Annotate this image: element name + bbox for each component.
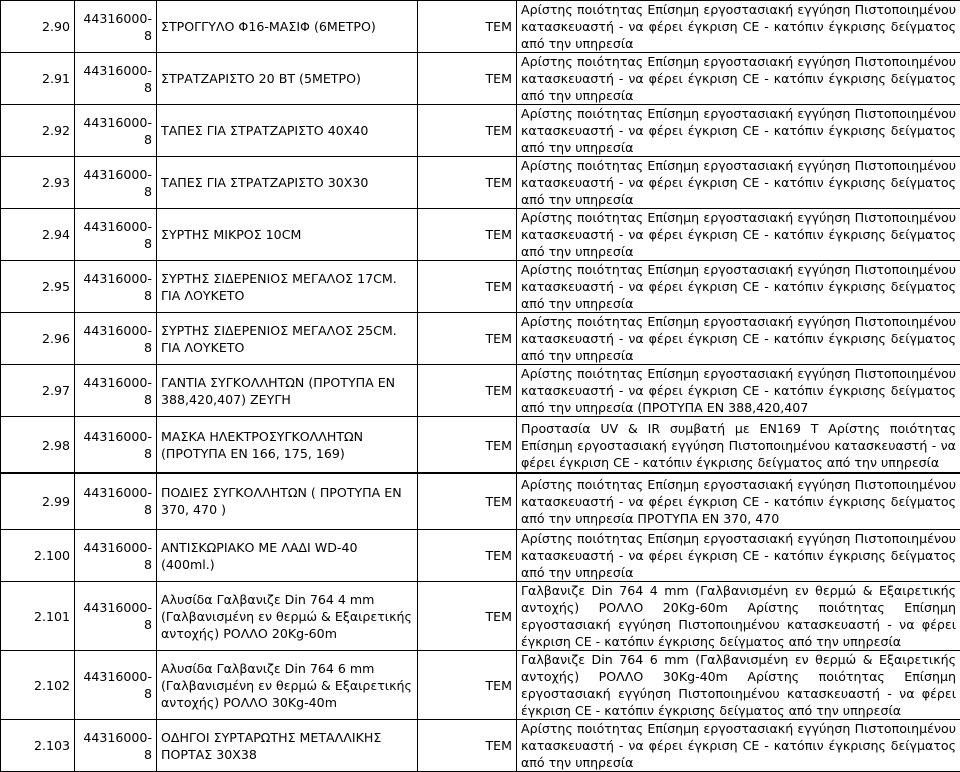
description-cell: ΣΥΡΤΗΣ ΣΙΔΕΡΕΝΙΟΣ ΜΕΓΑΛΟΣ 25CM. ΓΙΑ ΛΟΥΚΕΤΟ: [157, 313, 418, 365]
cpv-code-cell: 44316000-8: [75, 651, 157, 720]
unit-cell: ΤΕΜ: [418, 209, 517, 261]
cpv-code-cell: 44316000-8: [75, 1, 157, 53]
unit-cell: ΤΕΜ: [418, 157, 517, 209]
cpv-code-cell: 44316000-8: [75, 157, 157, 209]
requirements-cell: Αρίστης ποιότητας Επίσημη εργοστασιακή εγγύηση Πιστοποιημένου κατασκευαστή - να φέρει έγκριση CE - κατόπιν έγκρισης δείγματος από την υπηρεσία (ΠΡΟΤΥΠΑ ΕΝ 388,420,407: [517, 365, 960, 417]
unit-cell: ΤΕΜ: [418, 53, 517, 105]
description-cell: ΣΥΡΤΗΣ ΣΙΔΕΡΕΝΙΟΣ ΜΕΓΑΛΟΣ 17CM. ΓΙΑ ΛΟΥΚΕΤΟ: [157, 261, 418, 313]
table-row: [1, 313, 960, 365]
table-row: [1, 365, 960, 417]
cpv-code-cell: 44316000-8: [75, 720, 157, 772]
item-number-cell: 2.103: [1, 720, 75, 772]
item-number-cell: 2.90: [1, 1, 75, 53]
unit-cell: ΤΕΜ: [418, 105, 517, 157]
unit-cell: ΤΕΜ: [418, 417, 517, 474]
item-number-cell: 2.95: [1, 261, 75, 313]
item-number-cell: 2.94: [1, 209, 75, 261]
unit-cell: ΤΕΜ: [418, 473, 517, 530]
item-number-cell: 2.92: [1, 105, 75, 157]
item-number-cell: 2.101: [1, 582, 75, 651]
requirements-cell: Αρίστης ποιότητας Επίσημη εργοστασιακή εγγύηση Πιστοποιημένου κατασκευαστή - να φέρει έγκριση CE - κατόπιν έγκρισης δείγματος από την υπηρεσία: [517, 530, 960, 582]
requirements-cell: Γαλβανιζε Din 764 4 mm (Γαλβανισμένη εν θερμώ & Εξαιρετικής αντοχής) ΡΟΛΛΟ 20Kg-60m Αρίστης ποιότητας Επίσημη εργοστασιακή εγγύηση Πιστοποιημένου κατασκευαστή - να φέρει έγκριση CE - κατόπιν έγκρισης δείγματος από την υπηρεσία: [517, 582, 960, 651]
unit-cell: ΤΕΜ: [418, 651, 517, 720]
unit-cell: ΤΕΜ: [418, 530, 517, 582]
item-number-cell: 2.99: [1, 473, 75, 530]
table-row: [1, 651, 960, 720]
description-cell: ΑΝΤΙΣΚΩΡΙΑΚΟ ΜΕ ΛΑΔΙ WD-40 (400ml.): [157, 530, 418, 582]
cpv-code-cell: 44316000-8: [75, 417, 157, 474]
requirements-cell: Αρίστης ποιότητας Επίσημη εργοστασιακή εγγύηση Πιστοποιημένου κατασκευαστή - να φέρει έγκριση CE - κατόπιν έγκρισης δείγματος από την υπηρεσία: [517, 53, 960, 105]
requirements-cell: Αρίστης ποιότητας Επίσημη εργοστασιακή εγγύηση Πιστοποιημένου κατασκευαστή - να φέρει έγκριση CE - κατόπιν έγκρισης δείγματος από την υπηρεσία: [517, 157, 960, 209]
requirements-cell: Αρίστης ποιότητας Επίσημη εργοστασιακή εγγύηση Πιστοποιημένου κατασκευαστή - να φέρει έγκριση CE - κατόπιν έγκρισης δείγματος από την υπηρεσία: [517, 1, 960, 53]
table-row: [1, 530, 960, 582]
unit-cell: ΤΕΜ: [418, 261, 517, 313]
description-cell: Αλυσίδα Γαλβανιζε Din 764 4 mm (Γαλβανισμένη εν θερμώ & Εξαιρετικής αντοχής) ΡΟΛΛΟ 20Kg-60m: [157, 582, 418, 651]
requirements-cell: Αρίστης ποιότητας Επίσημη εργοστασιακή εγγύηση Πιστοποιημένου κατασκευαστή - να φέρει έγκριση CE - κατόπιν έγκρισης δείγματος από την υπηρεσία: [517, 209, 960, 261]
unit-cell: ΤΕΜ: [418, 1, 517, 53]
cpv-code-cell: 44316000-8: [75, 530, 157, 582]
cpv-code-cell: 44316000-8: [75, 53, 157, 105]
description-cell: ΤΑΠΕΣ ΓΙΑ ΣΤΡΑΤΖΑΡΙΣΤΟ 40Χ40: [157, 105, 418, 157]
cpv-code-cell: 44316000-8: [75, 105, 157, 157]
requirements-cell: Αρίστης ποιότητας Επίσημη εργοστασιακή εγγύηση Πιστοποιημένου κατασκευαστή - να φέρει έγκριση CE - κατόπιν έγκρισης δείγματος από την υπηρεσία: [517, 313, 960, 365]
unit-cell: ΤΕΜ: [418, 720, 517, 772]
cpv-code-cell: 44316000-8: [75, 209, 157, 261]
description-cell: ΣΤΡΑΤΖΑΡΙΣΤΟ 20 ΒΤ (5ΜΕΤΡΟ): [157, 53, 418, 105]
description-cell: ΜΑΣΚΑ ΗΛΕΚΤΡΟΣΥΓΚΟΛΛΗΤΩΝ (ΠΡΟΤΥΠΑ ΕΝ 166, 175, 169): [157, 417, 418, 474]
unit-cell: ΤΕΜ: [418, 313, 517, 365]
requirements-cell: Αρίστης ποιότητας Επίσημη εργοστασιακή εγγύηση Πιστοποιημένου κατασκευαστή - να φέρει έγκριση CE - κατόπιν έγκρισης δείγματος από την υπηρεσία ΠΡΟΤΥΠΑ ΕΝ 370, 470: [517, 473, 960, 530]
description-cell: ΤΑΠΕΣ ΓΙΑ ΣΤΡΑΤΖΑΡΙΣΤΟ 30Χ30: [157, 157, 418, 209]
requirements-cell: Αρίστης ποιότητας Επίσημη εργοστασιακή εγγύηση Πιστοποιημένου κατασκευαστή - να φέρει έγκριση CE - κατόπιν έγκρισης δείγματος από την υπηρεσία: [517, 720, 960, 772]
cpv-code-cell: 44316000-8: [75, 365, 157, 417]
item-number-cell: 2.102: [1, 651, 75, 720]
item-number-cell: 2.100: [1, 530, 75, 582]
description-cell: ΓΑΝΤΙΑ ΣΥΓΚΟΛΛΗΤΩΝ (ΠΡΟΤΥΠΑ ΕΝ 388,420,407) ΖΕΥΓΗ: [157, 365, 418, 417]
description-cell: ΠΟΔΙΕΣ ΣΥΓΚΟΛΛΗΤΩΝ ( ΠΡΟΤΥΠΑ ΕΝ 370, 470 ): [157, 473, 418, 530]
table-row: [1, 582, 960, 651]
table-row: [1, 473, 960, 530]
unit-cell: ΤΕΜ: [418, 365, 517, 417]
cpv-code-cell: 44316000-8: [75, 582, 157, 651]
table-row: [1, 53, 960, 105]
requirements-cell: Προστασία UV & IR συμβατή με EN169 Τ Αρίστης ποιότητας Επίσημη εργοστασιακή εγγύηση Πιστοποιημένου κατασκευαστή - να φέρει έγκριση CE - κατόπιν έγκρισης δείγματος από την υπηρεσία: [517, 417, 960, 474]
item-number-cell: 2.96: [1, 313, 75, 365]
table-row: [1, 417, 960, 474]
description-cell: Αλυσίδα Γαλβανιζε Din 764 6 mm (Γαλβανισμένη εν θερμώ & Εξαιρετικής αντοχής) ΡΟΛΛΟ 30Kg-40m: [157, 651, 418, 720]
cpv-code-cell: 44316000-8: [75, 313, 157, 365]
item-number-cell: 2.97: [1, 365, 75, 417]
requirements-cell: Αρίστης ποιότητας Επίσημη εργοστασιακή εγγύηση Πιστοποιημένου κατασκευαστή - να φέρει έγκριση CE - κατόπιν έγκρισης δείγματος από την υπηρεσία: [517, 261, 960, 313]
description-cell: ΣΤΡΟΓΓΥΛΟ Φ16-ΜΑΣΙΦ (6ΜΕΤΡΟ): [157, 1, 418, 53]
table-row: [1, 1, 960, 53]
item-number-cell: 2.98: [1, 417, 75, 474]
requirements-cell: Γαλβανιζε Din 764 6 mm (Γαλβανισμένη εν θερμώ & Εξαιρετικής αντοχής) ΡΟΛΛΟ 30Kg-40m Αρίστης ποιότητας Επίσημη εργοστασιακή εγγύηση Πιστοποιημένου κατασκευαστή - να φέρει έγκριση CE - κατόπιν έγκρισης δείγματος από την υπηρεσία: [517, 651, 960, 720]
spec-table-lower: [0, 472, 960, 772]
table-row: [1, 720, 960, 772]
table-row: [1, 157, 960, 209]
unit-cell: ΤΕΜ: [418, 582, 517, 651]
item-number-cell: 2.91: [1, 53, 75, 105]
description-cell: ΣΥΡΤΗΣ ΜΙΚΡΟΣ 10CM: [157, 209, 418, 261]
table-row: [1, 209, 960, 261]
cpv-code-cell: 44316000-8: [75, 261, 157, 313]
table-row: [1, 105, 960, 157]
table-row: [1, 261, 960, 313]
item-number-cell: 2.93: [1, 157, 75, 209]
description-cell: ΟΔΗΓΟΙ ΣΥΡΤΑΡΩΤΗΣ ΜΕΤΑΛΛΙΚΗΣ ΠΟΡΤΑΣ 30Χ38: [157, 720, 418, 772]
cpv-code-cell: 44316000-8: [75, 473, 157, 530]
requirements-cell: Αρίστης ποιότητας Επίσημη εργοστασιακή εγγύηση Πιστοποιημένου κατασκευαστή - να φέρει έγκριση CE - κατόπιν έγκρισης δείγματος από την υπηρεσία: [517, 105, 960, 157]
